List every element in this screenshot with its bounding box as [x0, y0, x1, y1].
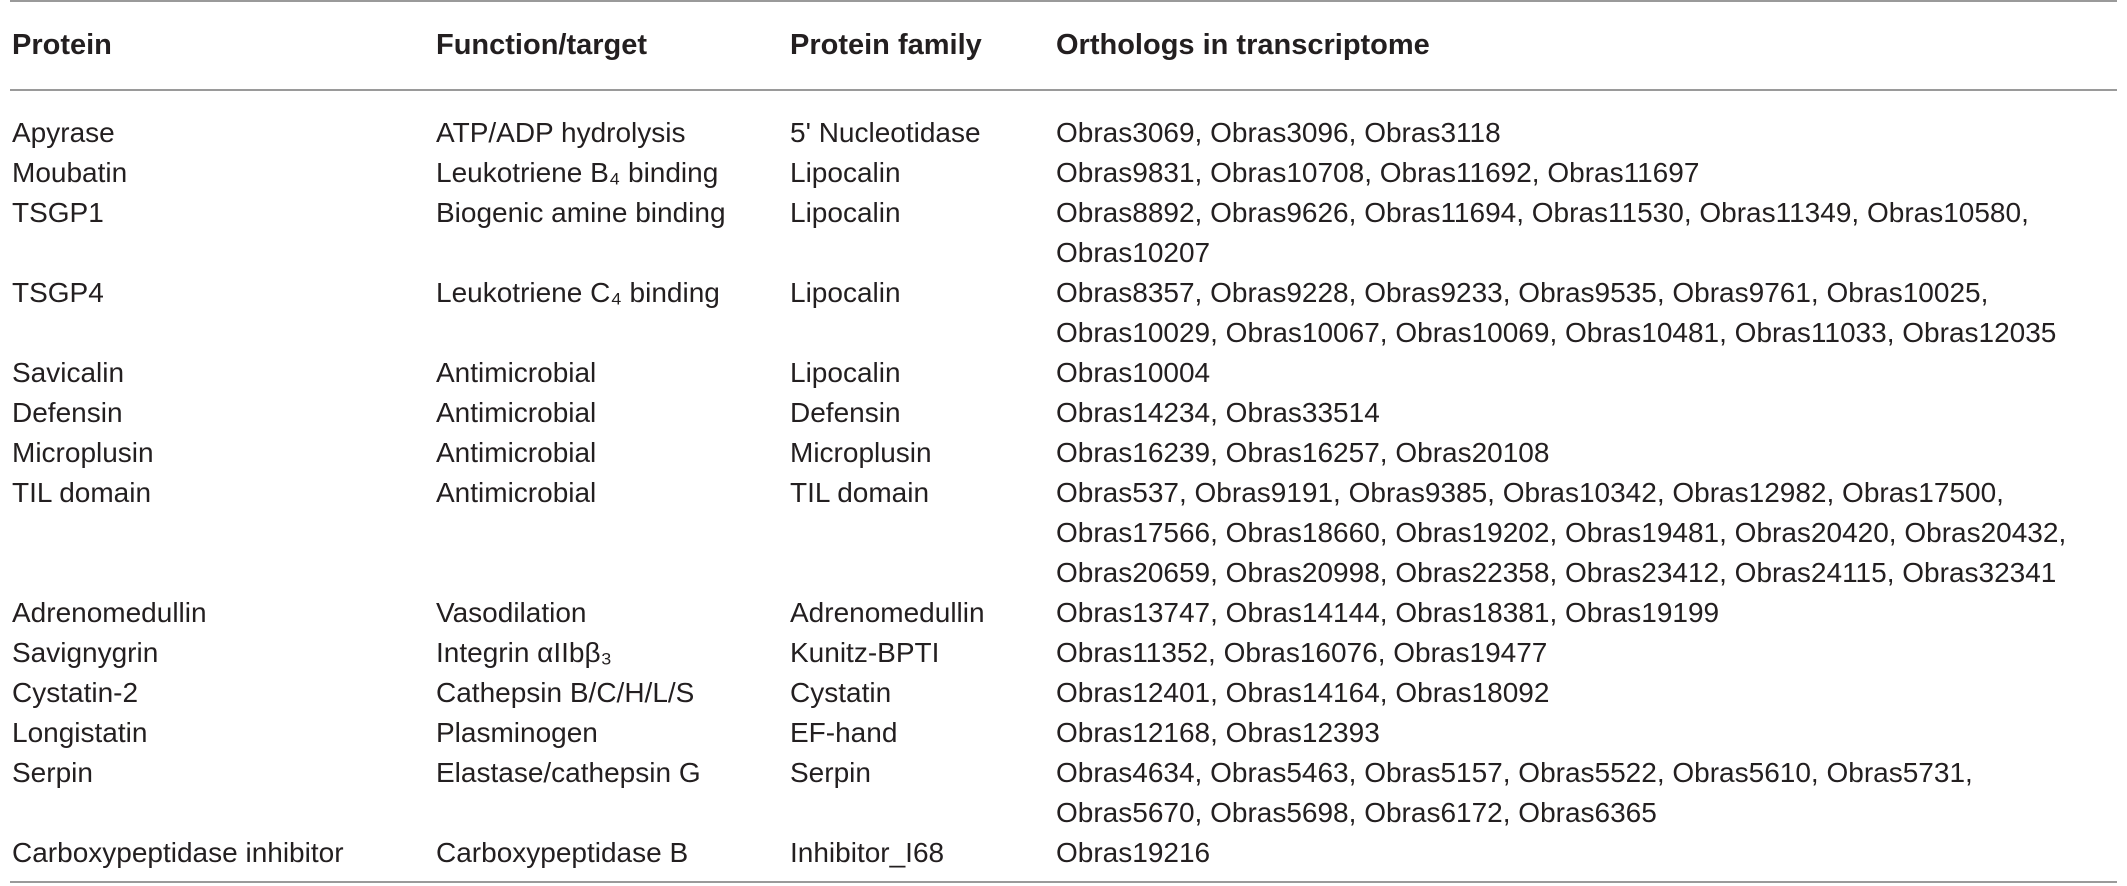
cell-family: Inhibitor_I68	[790, 837, 945, 868]
cell-function: Antimicrobial	[436, 477, 597, 508]
table-body	[10, 90, 2117, 882]
cell-function: Carboxypeptidase B	[436, 837, 689, 868]
cell-family: 5' Nucleotidase	[790, 117, 981, 148]
cell-protein: Savignygrin	[12, 637, 159, 668]
cell-function: Antimicrobial	[436, 437, 597, 468]
cell-function: Elastase/cathepsin G	[436, 757, 701, 788]
header-family: Protein family	[790, 29, 982, 61]
cell-family: Defensin	[790, 397, 901, 428]
cell-protein: Moubatin	[12, 157, 128, 188]
cell-function: Integrin αIIbβ₃	[436, 637, 612, 668]
cell-protein: Defensin	[12, 397, 123, 428]
cell-orthologs: Obras3069, Obras3096, Obras3118	[1056, 117, 1501, 148]
cell-protein: TIL domain	[12, 477, 152, 508]
table-row	[10, 273, 2117, 353]
cell-orthologs: Obras16239, Obras16257, Obras20108	[1056, 437, 1550, 468]
header-function: Function/target	[436, 29, 648, 61]
cell-orthologs: Obras8357, Obras9228, Obras9233, Obras9535, Obras9761, Obras10025, Obras10029, Obras10067, Obras10069, Obras10481, Obras11033, Obras12035	[1056, 277, 2057, 348]
table-row	[10, 473, 2117, 593]
cell-orthologs: Obras11352, Obras16076, Obras19477	[1056, 637, 1548, 668]
header-orthologs: Orthologs in transcriptome	[1056, 29, 1430, 61]
cell-protein: Microplusin	[12, 437, 154, 468]
cell-family: Microplusin	[790, 437, 932, 468]
header-protein: Protein	[12, 29, 112, 61]
cell-orthologs: Obras8892, Obras9626, Obras11694, Obras11530, Obras11349, Obras10580, Obras10207	[1056, 197, 2029, 268]
cell-protein: Adrenomedullin	[12, 597, 207, 628]
cell-protein: Longistatin	[12, 717, 148, 748]
cell-orthologs: Obras14234, Obras33514	[1056, 397, 1380, 428]
cell-function: ATP/ADP hydrolysis	[436, 117, 686, 148]
table-row	[10, 193, 2117, 273]
cell-protein: Savicalin	[12, 357, 125, 388]
cell-family: TIL domain	[790, 477, 930, 508]
cell-orthologs: Obras4634, Obras5463, Obras5157, Obras5522, Obras5610, Obras5731, Obras5670, Obras5698, Obras6172, Obras6365	[1056, 757, 1973, 828]
cell-family: Kunitz-BPTI	[790, 637, 940, 668]
cell-orthologs: Obras13747, Obras14144, Obras18381, Obras19199	[1056, 597, 1720, 628]
table-row	[10, 753, 2117, 833]
cell-function: Leukotriene B₄ binding	[436, 157, 719, 188]
table-row	[10, 633, 2117, 673]
cell-protein: Apyrase	[12, 117, 115, 148]
orthologs-table	[10, 0, 2117, 883]
cell-function: Antimicrobial	[436, 397, 597, 428]
cell-orthologs: Obras537, Obras9191, Obras9385, Obras10342, Obras12982, Obras17500, Obras17566, Obras18660, Obras19202, Obras19481, Obras20420, Obras20432, Obras20659, Obras20998, Obras22358, Obras23412, Obras24115, Obras32341	[1056, 477, 2067, 588]
table-row	[10, 353, 2117, 393]
cell-orthologs: Obras12168, Obras12393	[1056, 717, 1380, 748]
table-row	[10, 393, 2117, 433]
table-row	[10, 833, 2117, 882]
table-row	[10, 433, 2117, 473]
table-row	[10, 713, 2117, 753]
cell-family: EF-hand	[790, 717, 898, 748]
table-row	[10, 153, 2117, 193]
cell-protein: Cystatin-2	[12, 677, 139, 708]
cell-function: Plasminogen	[436, 717, 598, 748]
table-header	[10, 1, 2117, 90]
cell-orthologs: Obras12401, Obras14164, Obras18092	[1056, 677, 1550, 708]
cell-function: Biogenic amine binding	[436, 197, 726, 228]
cell-family: Lipocalin	[790, 357, 901, 388]
cell-orthologs: Obras9831, Obras10708, Obras11692, Obras11697	[1056, 157, 1700, 188]
cell-protein: TSGP1	[12, 197, 104, 228]
cell-family: Lipocalin	[790, 157, 901, 188]
cell-orthologs: Obras19216	[1056, 837, 1211, 868]
cell-function: Leukotriene C₄ binding	[436, 277, 720, 308]
cell-family: Lipocalin	[790, 197, 901, 228]
cell-function: Vasodilation	[436, 597, 587, 628]
table-row	[10, 673, 2117, 713]
cell-orthologs: Obras10004	[1056, 357, 1211, 388]
cell-protein: TSGP4	[12, 277, 104, 308]
cell-family: Lipocalin	[790, 277, 901, 308]
header-row	[10, 1, 2117, 90]
cell-protein: Serpin	[12, 757, 93, 788]
cell-protein: Carboxypeptidase inhibitor	[12, 837, 344, 868]
table-row	[10, 593, 2117, 633]
cell-family: Adrenomedullin	[790, 597, 985, 628]
cell-family: Cystatin	[790, 677, 892, 708]
table-row	[10, 90, 2117, 153]
cell-function: Cathepsin B/C/H/L/S	[436, 677, 695, 708]
cell-family: Serpin	[790, 757, 871, 788]
cell-function: Antimicrobial	[436, 357, 597, 388]
